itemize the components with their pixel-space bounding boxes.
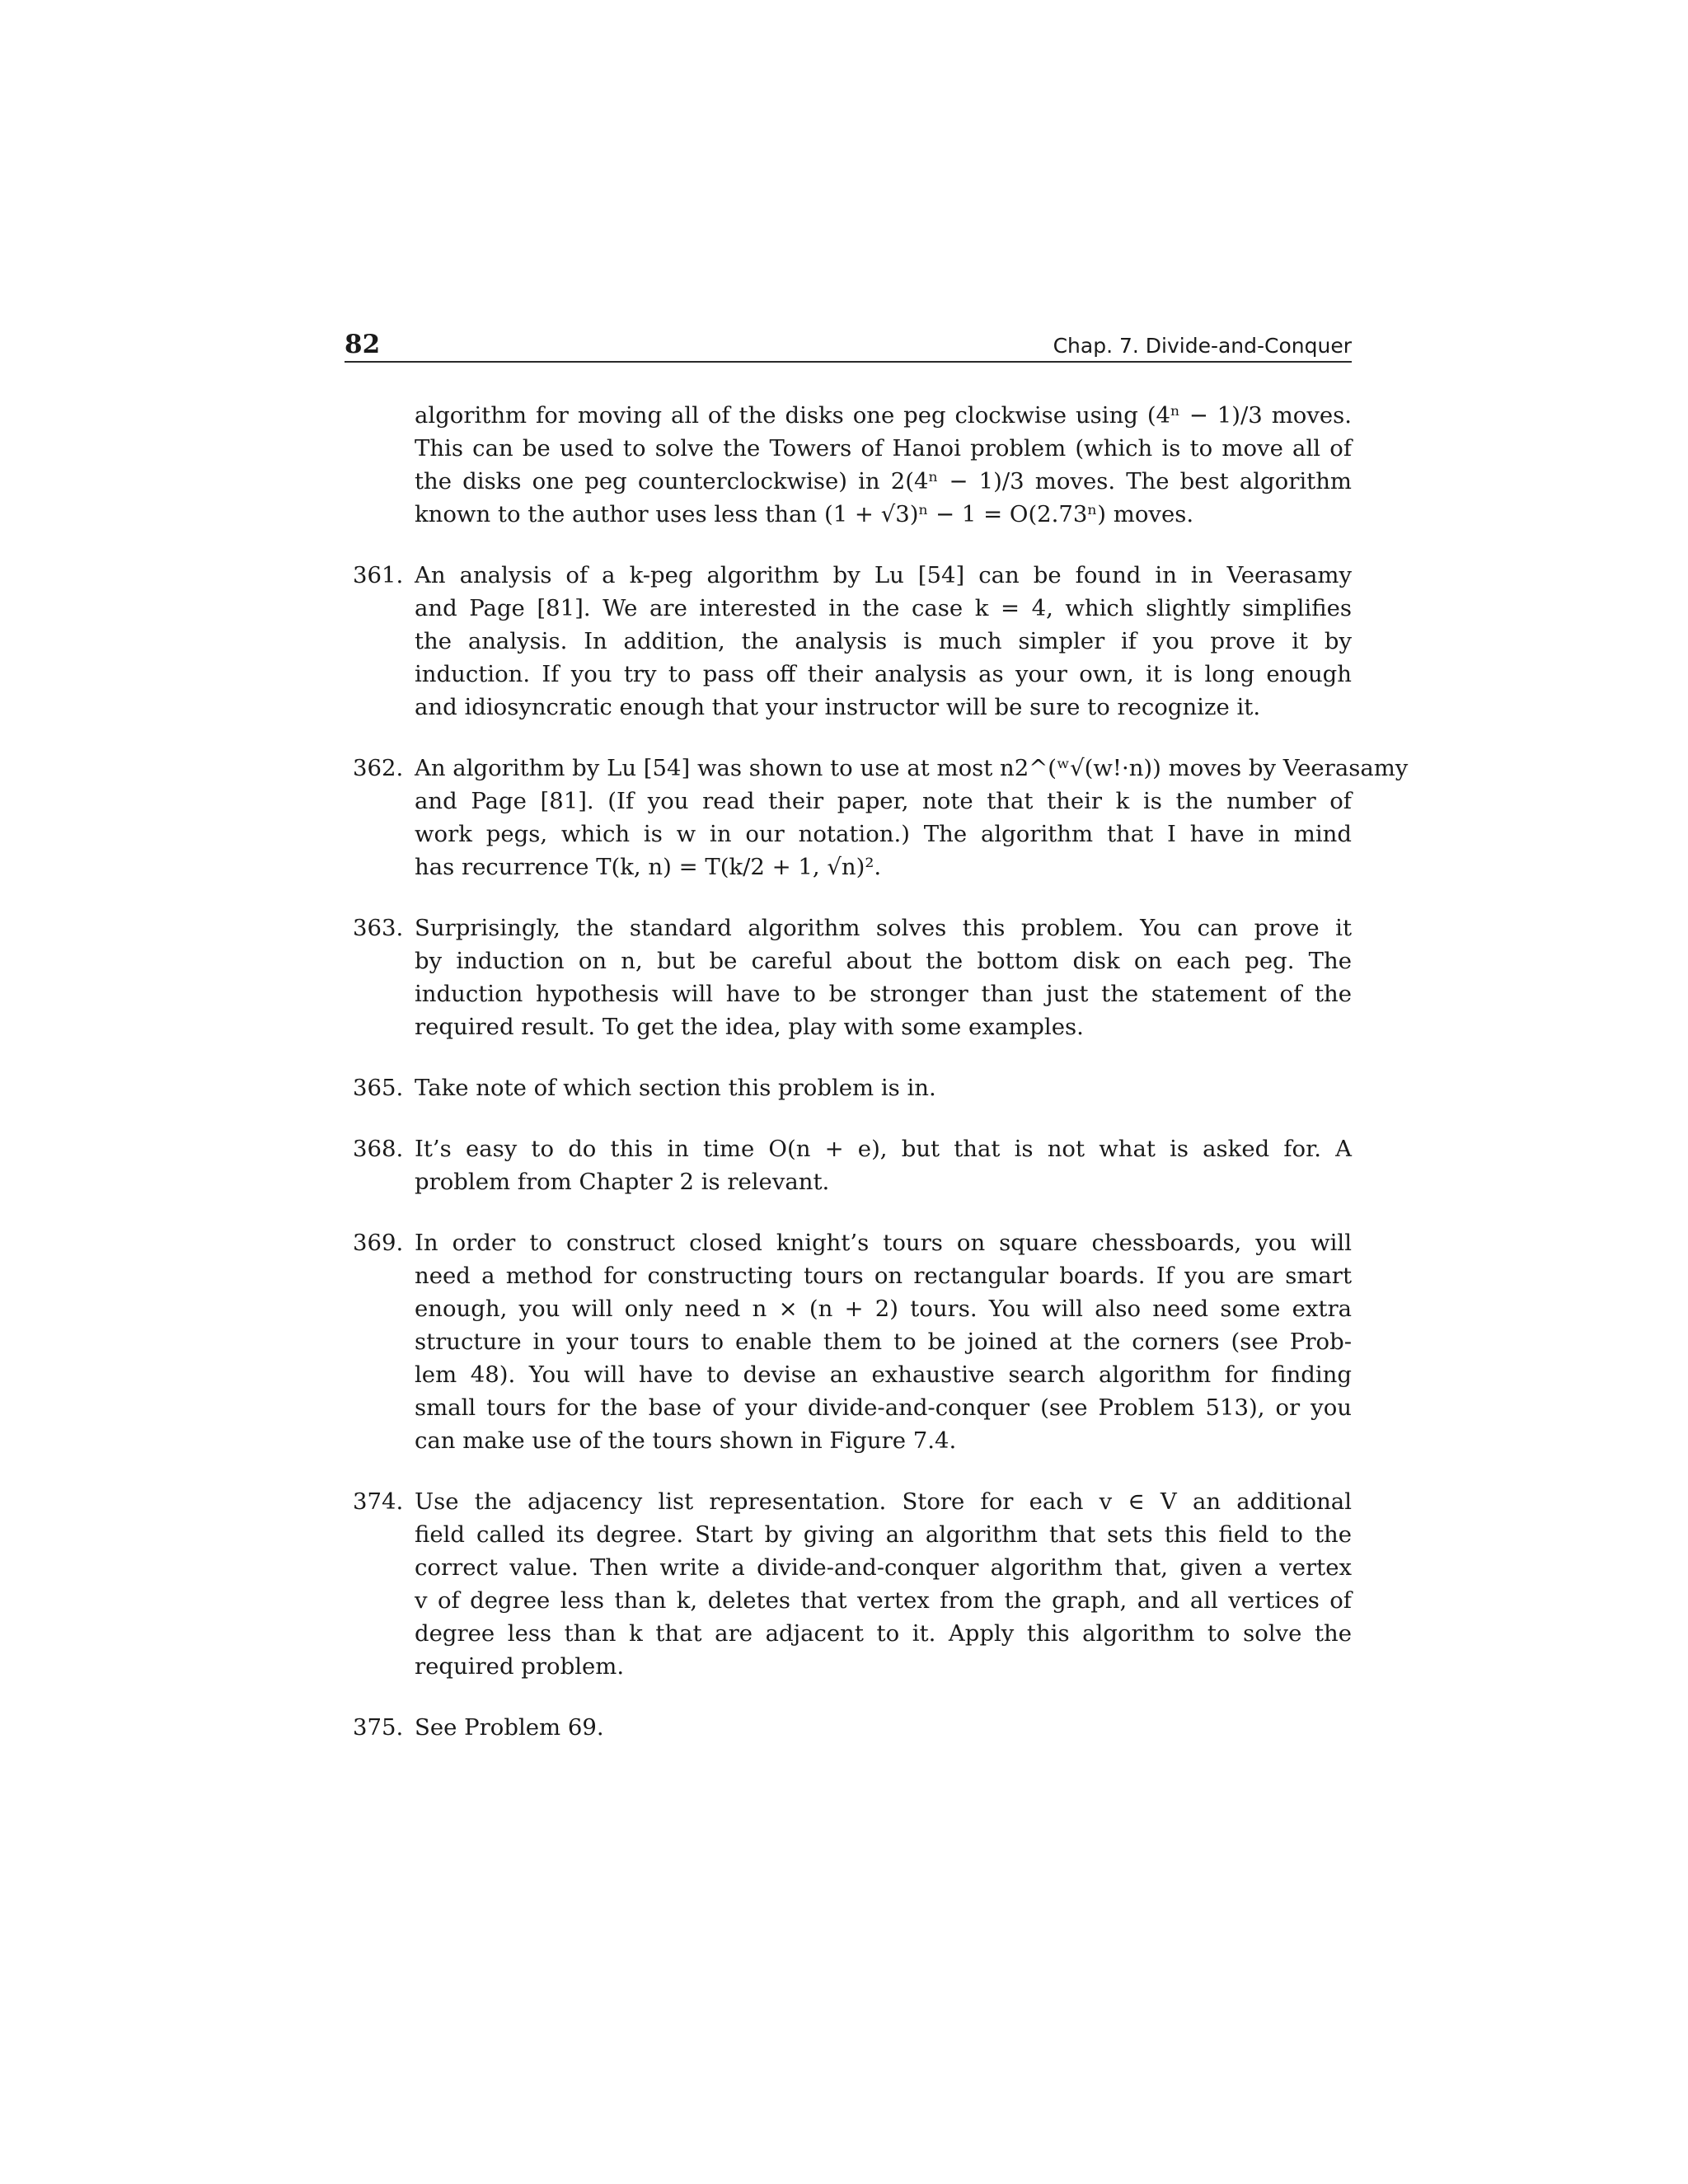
text-line: An analysis of a k-peg algorithm by Lu [54] can be found in in Veerasamy bbox=[415, 562, 1352, 588]
hint-375 bbox=[345, 1711, 1352, 1744]
hint-368 bbox=[345, 1132, 1352, 1198]
text-line: and Page [81]. We are interested in the case k = 4, which slightly simplifies bbox=[415, 595, 1352, 621]
text-line: by induction on n, but be careful about the bottom disk on each peg. The bbox=[415, 948, 1352, 974]
hint-374 bbox=[345, 1485, 1352, 1683]
hint-text bbox=[415, 1226, 1352, 1457]
hint-number: 365. bbox=[353, 1075, 404, 1101]
text-line: Take note of which section this problem is in. bbox=[415, 1075, 936, 1101]
hint-text bbox=[415, 1711, 1352, 1744]
text-line: Use the adjacency list representation. Store for each v ∈ V an additional bbox=[415, 1488, 1352, 1515]
text-line: correct value. Then write a divide-and-conquer algorithm that, given a vertex bbox=[415, 1554, 1352, 1581]
hint-369 bbox=[345, 1226, 1352, 1457]
hint-text bbox=[415, 912, 1352, 1043]
text-line: and idiosyncratic enough that your instructor will be sure to recognize it. bbox=[415, 694, 1261, 720]
hint-number: 375. bbox=[353, 1714, 404, 1741]
text-line: It’s easy to do this in time O(n + e), but that is not what is asked for. A bbox=[415, 1136, 1352, 1162]
text-line: In order to construct closed knight’s tours on square chessboards, you will bbox=[415, 1230, 1352, 1256]
running-head: Chap. 7. Divide-and-Conquer bbox=[1053, 334, 1352, 358]
hint-number: 362. bbox=[353, 755, 404, 781]
text-line: and Page [81]. (If you read their paper, note that their k is the number of bbox=[415, 788, 1352, 814]
hint-361 bbox=[345, 559, 1352, 724]
hint-363 bbox=[345, 912, 1352, 1043]
text-line: the disks one peg counterclockwise) in 2(4ⁿ − 1)/3 moves. The best algorithm bbox=[415, 468, 1352, 494]
text-line: induction. If you try to pass off their analysis as your own, it is long enough bbox=[415, 661, 1352, 687]
text-line: This can be used to solve the Towers of Hanoi problem (which is to move all of bbox=[415, 435, 1352, 462]
hint-number: 363. bbox=[353, 915, 404, 941]
text-line: problem from Chapter 2 is relevant. bbox=[415, 1169, 830, 1195]
page-number: 82 bbox=[345, 330, 381, 359]
text-line: required problem. bbox=[415, 1653, 625, 1680]
hint-text bbox=[415, 752, 1409, 883]
text-line: See Problem 69. bbox=[415, 1714, 604, 1741]
text-line: the analysis. In addition, the analysis is much simpler if you prove it by bbox=[415, 628, 1352, 654]
hint-text bbox=[415, 1132, 1352, 1198]
text-line: structure in your tours to enable them to be joined at the corners (see Prob- bbox=[415, 1329, 1352, 1355]
text-line: algorithm for moving all of the disks one peg clockwise using (4ⁿ − 1)/3 moves. bbox=[415, 402, 1352, 429]
hint-365 bbox=[345, 1071, 1352, 1104]
text-line: field called its degree. Start by giving an algorithm that sets this field to the bbox=[415, 1521, 1352, 1548]
hint-362 bbox=[345, 752, 1409, 883]
text-line: small tours for the base of your divide-and-conquer (see Problem 513), or you bbox=[415, 1394, 1352, 1421]
text-line: v of degree less than k, deletes that vertex from the graph, and all vertices of bbox=[415, 1587, 1352, 1614]
hint-number: 369. bbox=[353, 1230, 404, 1256]
text-line: enough, you will only need n × (n + 2) tours. You will also need some extra bbox=[415, 1296, 1352, 1322]
hint-text bbox=[415, 1071, 1352, 1104]
page-body bbox=[345, 399, 1409, 1772]
text-line: need a method for constructing tours on rectangular boards. If you are smart bbox=[415, 1263, 1352, 1289]
hint-text bbox=[415, 1485, 1352, 1683]
text-line: can make use of the tours shown in Figure 7.4. bbox=[415, 1427, 957, 1454]
text-line: has recurrence T(k, n) = T(k/2 + 1, √n)². bbox=[415, 854, 882, 880]
page-header bbox=[345, 323, 1352, 363]
text-line: degree less than k that are adjacent to it. Apply this algorithm to solve the bbox=[415, 1620, 1352, 1647]
text-line: required result. To get the idea, play with some examples. bbox=[415, 1014, 1084, 1040]
text-line: known to the author uses less than (1 + √3)ⁿ − 1 = O(2.73ⁿ) moves. bbox=[415, 501, 1194, 527]
continued-paragraph bbox=[415, 399, 1352, 531]
text-line: induction hypothesis will have to be stronger than just the statement of the bbox=[415, 981, 1352, 1007]
hint-number: 361. bbox=[353, 562, 404, 588]
text-line: lem 48). You will have to devise an exhaustive search algorithm for finding bbox=[415, 1361, 1352, 1388]
text-line: An algorithm by Lu [54] was shown to use at most n2^(ʷ√(w!·n)) moves by Veerasamy bbox=[415, 755, 1409, 781]
hint-text bbox=[415, 559, 1352, 724]
hint-number: 374. bbox=[353, 1488, 404, 1515]
text-line: work pegs, which is w in our notation.) The algorithm that I have in mind bbox=[415, 821, 1352, 847]
text-line: Surprisingly, the standard algorithm solves this problem. You can prove it bbox=[415, 915, 1352, 941]
hint-number: 368. bbox=[353, 1136, 404, 1162]
